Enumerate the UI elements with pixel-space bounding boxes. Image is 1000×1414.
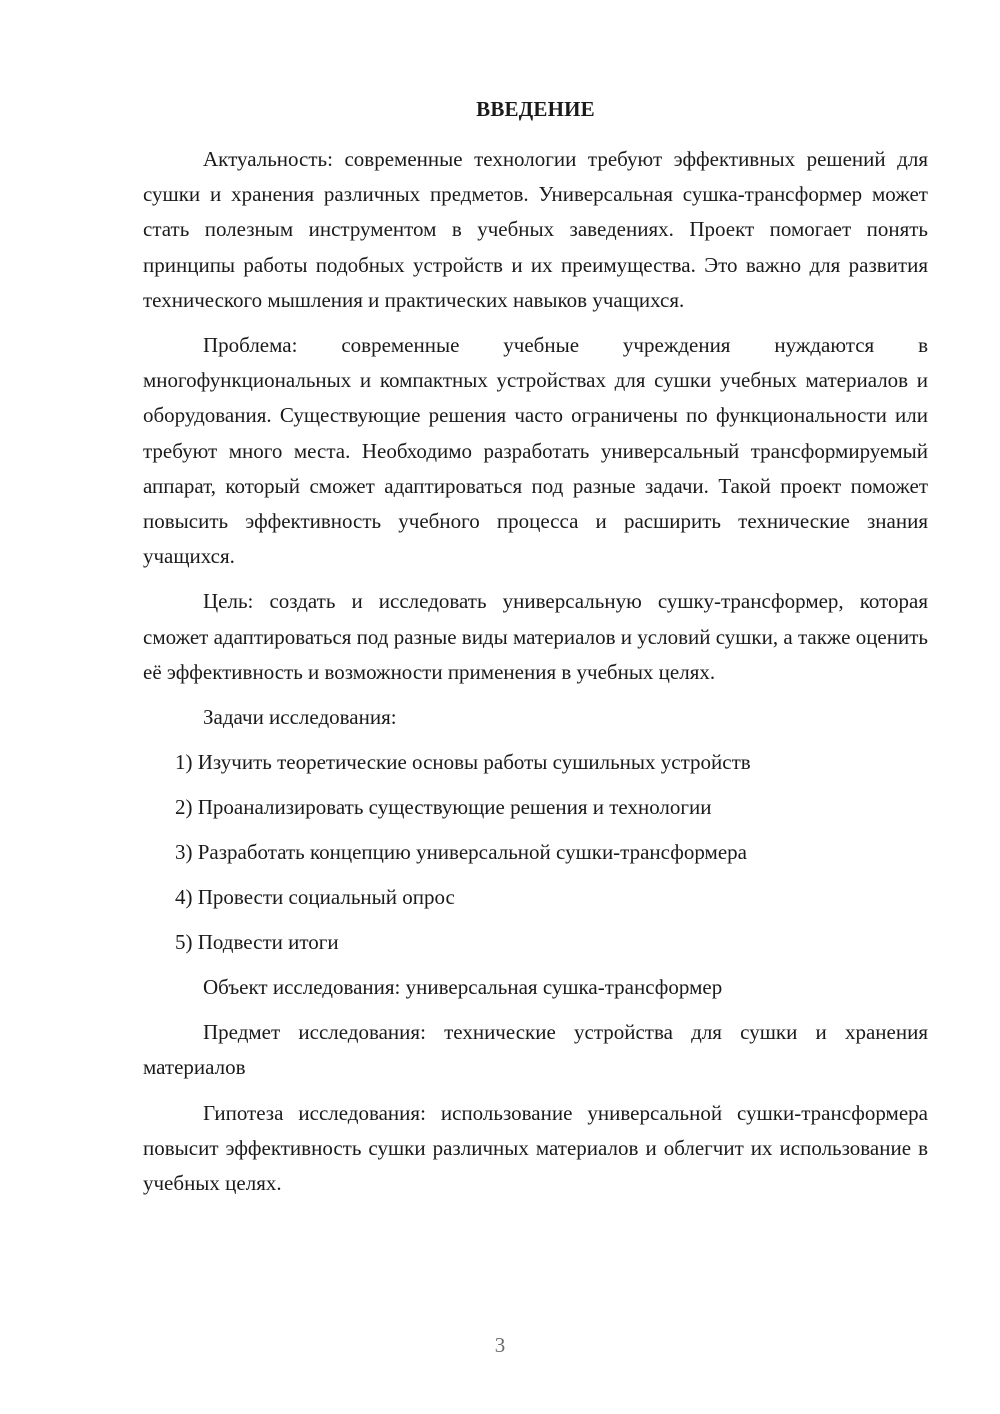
goal-paragraph: Цель: создать и исследовать универсальную сушку-трансформер, которая сможет адаптироваться под разные виды материалов и условий сушки, а также оценить её эффективность и возможности применения в учебных целях. [143, 589, 928, 684]
task-item: 1) Изучить теоретические основы работы сушильных устройств [175, 750, 751, 775]
problem-paragraph: Проблема: современные учебные учреждения нуждаются в многофункциональных и компактных устройствах для сушки учебных материалов и оборудования. Существующие решения часто ограничены по функциональности или требуют много места. Необходимо разработать универсальный трансформируемый аппарат, который сможет адаптироваться под разные задачи. Такой проект поможет повысить эффективность учебного процесса и расширить технические знания учащихся. [143, 333, 928, 569]
tasks-heading: Задачи исследования: [203, 705, 397, 730]
task-item: 5) Подвести итоги [175, 930, 339, 955]
page-title: ВВЕДЕНИЕ [476, 97, 595, 121]
task-item: 3) Разработать концепцию универсальной сушки-трансформера [175, 840, 747, 865]
page-number: 3 [494, 1333, 506, 1357]
object-paragraph: Объект исследования: универсальная сушка-трансформер [203, 975, 723, 1000]
subject-paragraph: Предмет исследования: технические устройства для сушки и хранения материалов [143, 1020, 928, 1080]
hypothesis-paragraph: Гипотеза исследования: использование универсальной сушки-трансформера повысит эффективность сушки различных материалов и облегчит их использование в учебных целях. [143, 1100, 928, 1196]
task-item: 2) Проанализировать существующие решения и технологии [175, 795, 712, 820]
task-item: 4) Провести социальный опрос [175, 885, 455, 910]
relevance-paragraph: Актуальность: современные технологии требуют эффективных решений для сушки и хранения различных предметов. Универсальная сушка-трансформер может стать полезным инструментом в учебных заведениях. Проект помогает понять принципы работы подобных устройств и их преимущества. Это важно для развития технического мышления и практических навыков учащихся. [143, 147, 928, 312]
tasks-list [143, 745, 928, 960]
document-page [143, 92, 928, 1211]
